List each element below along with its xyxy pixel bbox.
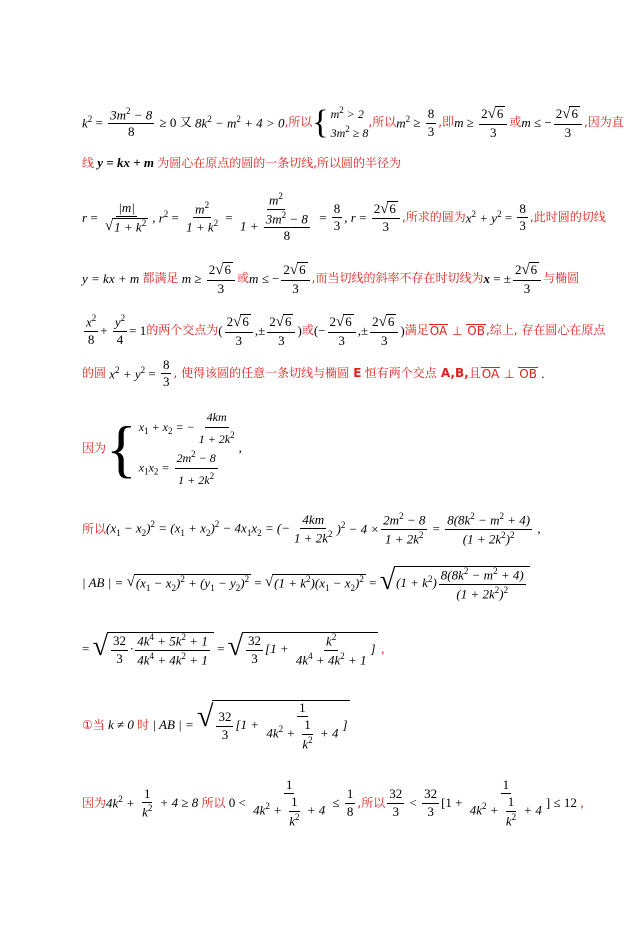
line-radius: r = |m| √ $1 + k^2$ , $r^2$ = $\frac{m^2}{1 + k^2}$ = $m^2$ 1 + $\frac{3m^2 - 8}{8}$ = $\frac{8}{3}$ , r = 2 √ 6 3 ,所求的圆为 $x^2 + y^2$ = $\frac{8}{3}$ ,此时圆的切线 [82, 191, 606, 244]
text-so4: ,所以 [357, 795, 386, 810]
line-case-k-nonzero: ①当 k ≠ 0 时 | AB | = √ $\frac{32}{3}$ [1 + 1 $4k^2$ + $\frac{1}{k^2}$ + 4 ] [82, 700, 348, 751]
text-with-ellipse: 与椭圆 [543, 271, 580, 286]
text-ie: ,即 [438, 115, 455, 130]
line-vieta: 因为 { $x_1 + x_2$ = − $\frac{4km}{1 + 2k^2}$ $x_1x_2$ = $\frac{2m^2 - 8}{1 + 2k^2}$ , [82, 410, 242, 487]
line-ab-length: | AB | = √ $(x_1 - x_2)^2 + (y_1 - y_2)^2$ = √ $(1 + k^2)(x_1 - x_2)^2$ = √ $(1 + k^2)$ $\frac{8(8k^2 - m^2 + 4)}{(1 + 2k^2)^2}$ [82, 566, 602, 601]
text-and: 且 [468, 366, 481, 381]
text-the-circle: 的圆 [82, 366, 107, 381]
text-two-intersections: 恒有两个交点 [364, 366, 437, 381]
text-therefore: 所以 [82, 521, 107, 536]
text-so1: ,所以 [284, 115, 313, 130]
line-ab-simplified: = √ $\frac{32}{3}$ · $\frac{4k^4 + 5k^2 + 1}{4k^4 + 4k^2 + 1}$ = √ $\frac{32}{3}$ [1 + $\frac{k^2}{4k^4 + 4k^2 + 1}$ ] , [82, 631, 385, 667]
text-two-points: 的两个交点为 [146, 323, 219, 338]
line-tangent: 线 y = kx + m 为圆心在原点的圆的一条切线,所以圆的半径为 [82, 155, 402, 170]
text-satisfy: 满足 [404, 323, 429, 338]
text-so2: ,所以 [368, 115, 397, 130]
text-because2: 因为 [82, 795, 107, 810]
line-intersections: $\frac{x^2}{8}$ + $\frac{y^2}{4}$ = 1 的两个交点为 ( 2 √ 6 3 ,± 2 √ 6 3 ) 或 (− 2 √ 6 3 ,± 2 √ 6 3 ) 满足 OA ⊥ OB ,综上, 存在圆心在原点 [86, 313, 606, 348]
text-time: 时 [137, 718, 150, 733]
text-any-tangent: , 使得该圆的任意一条切线与椭圆 [173, 366, 350, 381]
text-or3: 或 [301, 323, 314, 338]
text-or2: 或 [237, 271, 250, 286]
text-because-line: ,因为直 [583, 115, 624, 130]
text-again: 又 [179, 115, 192, 130]
line-k-squared: $k^2$ = $\frac{3m^2 - 8}{8}$ ≥ 0 又 $8k^2 - m^2 + 4 > 0$ ,所以 { $m^2 > 2$ $3m^2 \ge 8$ ,所以 $m^2$ ≥ $\frac{8}{3}$ ,即 m ≥ 2 √ 6 3 或 m ≤ − 2 √ 6 3 ,因为直 [82, 104, 624, 141]
line-satisfy: y = kx + m 都满足 m ≥ 2 √ 6 3 或 m ≤ − 2 √ 6 3 ,而当切线的斜率不存在时切线为 x = ± 2 √ 6 3 与椭圆 [82, 262, 580, 296]
line-bound: 因为 $4k^2$ + $\frac{1}{k^2}$ + 4 ≥ 8 所以 0 < 1 $4k^2$ + $\frac{1}{k^2}$ + 4 ≤ $\frac{1}{8}$ ,所以 $\frac{32}{3}$ < $\frac{32}{3}$ [1 + 1 $4k^2$ + $\frac{1}{k^2}$ + 4 ] ≤ 12 , [82, 777, 584, 828]
text-circle-sought: ,所求的圆为 [401, 210, 466, 225]
text-or1: 或 [509, 115, 522, 130]
text-ab: A,B, [440, 366, 469, 381]
text-slope-none: ,而当切线的斜率不存在时切线为 [311, 271, 484, 286]
text-line: 线 [82, 155, 95, 170]
text-tangent-circle: 为圆心在原点的圆的一条切线,所以圆的半径为 [157, 155, 402, 170]
text-all-satisfy: 都满足 [142, 271, 179, 286]
line-conclusion: 的圆 $x^2 + y^2$ = $\frac{8}{3}$ , 使得该圆的任意一条切线与椭圆 E 恒有两个交点 A,B, 且 OA ⊥ OB . [82, 357, 545, 390]
text-ellipse-e: E [353, 366, 362, 381]
line-diff-squared: 所以 $(x_1 - x_2)^2 = (x_1 + x_2)^2 - 4x_1x_2$ = (− $\frac{4km}{1 + 2k^2}$ )$^2$ − 4 × $\frac{2m^2 - 8}{1 + 2k^2}$ = $\frac{8(8k^2 - m^2 + 4)}{(1 + 2k^2)^2}$ , [82, 511, 541, 546]
text-when: ①当 [82, 718, 105, 733]
text-because: 因为 [82, 440, 107, 455]
text-tangent-now: ,此时圆的切线 [529, 210, 606, 225]
text-so3: 所以 [201, 795, 226, 810]
text-summary: ,综上, 存在圆心在原点 [485, 323, 606, 338]
